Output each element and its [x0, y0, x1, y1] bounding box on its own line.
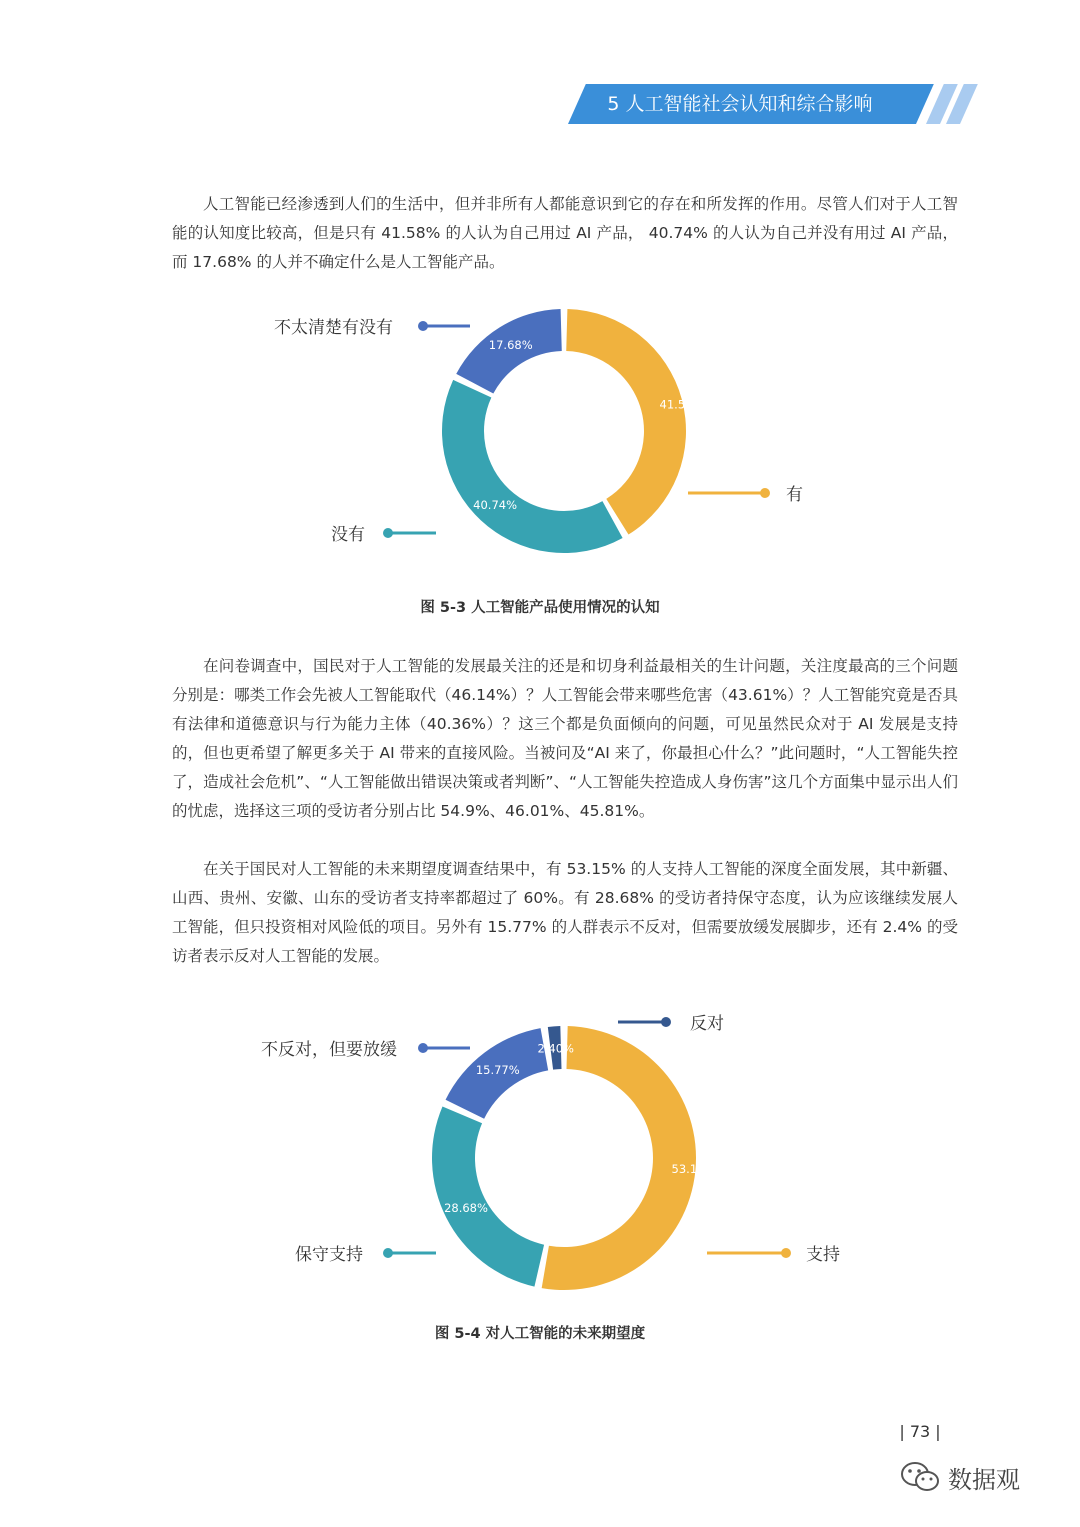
legend-dot: [383, 1248, 393, 1258]
segment-value-label: 53.15%: [671, 1161, 716, 1176]
donut-segment-2: [432, 1106, 544, 1286]
paragraph-3: 在关于国民对人工智能的未来期望度调查结果中，有 53.15% 的人支持人工智能的深度全面发展，其中新疆、山西、贵州、安徽、山东的受访者支持率都超过了 60%。有 28.68% 的受访者持保守态度，认为应该继续发展人工智能，但只投资相对风险低的项目。另外有 15.77% 的人群表示不反对，但需要放缓发展脚步，还有 2.4% 的受访者表示反对人工智能的发展。: [172, 860, 958, 965]
figure-caption-5-4: 图 5-4 对人工智能的未来期望度: [434, 1326, 646, 1342]
page-number: | 73 |: [899, 1422, 941, 1441]
segment-value-label: 28.68%: [444, 1201, 488, 1216]
legend-label: 支持: [806, 1245, 840, 1265]
legend-label: 没有: [331, 525, 365, 545]
legend-label: 有: [786, 485, 803, 505]
legend-dot: [418, 1043, 428, 1053]
watermark-text: 数据观: [948, 1465, 1020, 1494]
segment-value-label: 17.68%: [488, 338, 533, 353]
watermark: [900, 1455, 1020, 1499]
figure-caption-5-3: 图 5-3 人工智能产品使用情况的认知: [420, 600, 660, 616]
chapter-title: 5 人工智能社会认知和综合影响: [607, 93, 873, 115]
legend-label: 不反对，但要放缓: [261, 1040, 397, 1060]
legend-label: 反对: [690, 1014, 724, 1034]
segment-value-label: 41.58%: [659, 397, 704, 412]
legend-dot: [383, 528, 393, 538]
chart-future-expectation: [0, 1000, 1080, 1300]
donut-segment-1: [542, 1026, 696, 1290]
segment-value-label: 40.74%: [473, 497, 518, 512]
legend-dot: [781, 1248, 791, 1258]
legend-label: 保守支持: [295, 1245, 363, 1265]
legend-dot: [661, 1017, 671, 1027]
legend-dot: [760, 488, 770, 498]
legend-dot: [418, 321, 428, 331]
segment-value-label: 2.40%: [537, 1041, 574, 1056]
paragraph-1: 人工智能已经渗透到人们的生活中，但并非所有人都能意识到它的存在和所发挥的作用。尽管人们对于人工智能的认知度比较高，但是只有 41.58% 的人认为自己用过 AI 产品， 40.74% 的人认为自己并没有用过 AI 产品，而 17.68% 的人并不确定什么是人工智能产品。: [172, 195, 958, 271]
donut-segment-2: [442, 380, 623, 553]
wechat-icon: [900, 1460, 940, 1494]
legend-label: 不太清楚有没有: [274, 318, 393, 338]
chart-product-usage: [0, 290, 1080, 580]
donut-segment-1: [566, 309, 686, 535]
segment-value-label: 15.77%: [475, 1063, 520, 1078]
paragraph-2: 在问卷调查中，国民对于人工智能的发展最关注的还是和切身利益最相关的生计问题，关注度最高的三个问题分别是：哪类工作会先被人工智能取代（46.14%）？人工智能会带来哪些危害（43.61%）？人工智能究竟是否具有法律和道德意识与行为能力主体（40.36%）？这三个都是负面倾向的问题，可见虽然民众对于 AI 发展是支持的，但也更希望了解更多关于 AI 带来的直接风险。当被问及“AI 来了，你最担心什么？”此问题时，“人工智能失控了，造成社会危机”、“人工智能做出错误决策或者判断”、“人工智能失控造成人身伤害”这几个方面集中显示出人们的忧虑，选择这三项的受访者分别占比 54.9%、46.01%、45.81%。: [172, 657, 958, 820]
